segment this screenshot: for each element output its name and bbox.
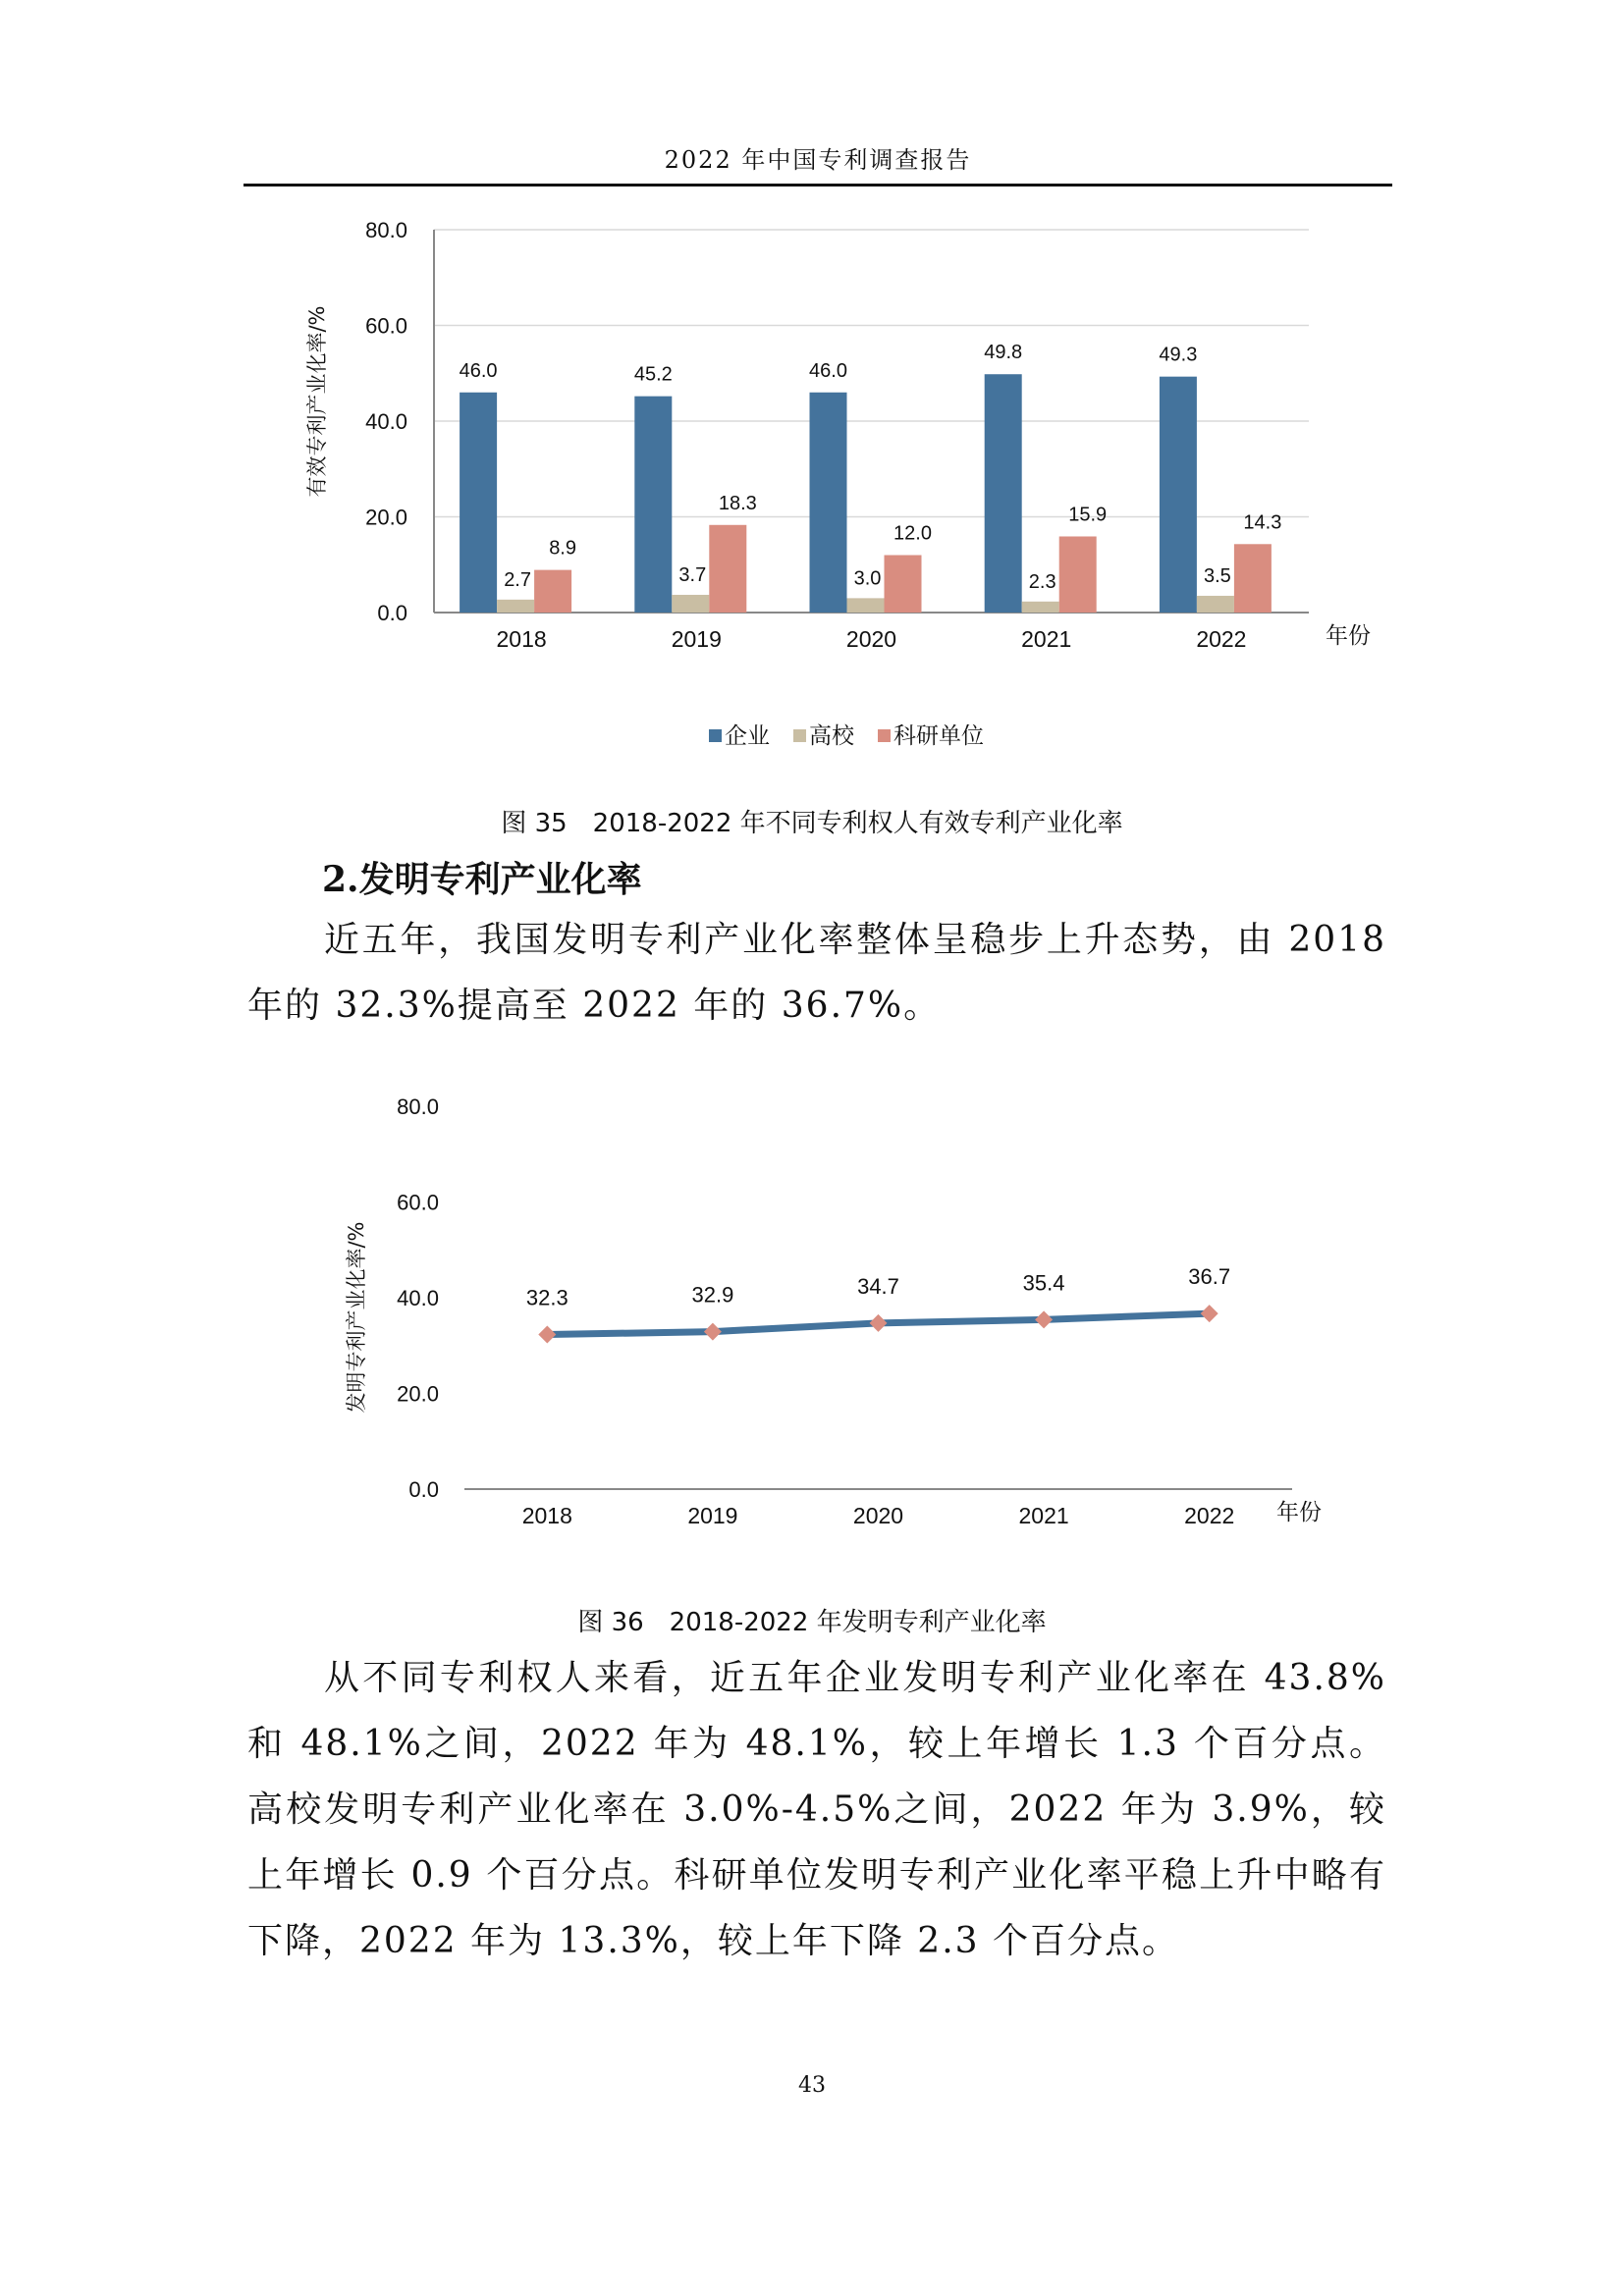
- x-tick-label: 2020: [852, 1503, 904, 1528]
- y-tick-label: 0.0: [408, 1477, 439, 1502]
- y-tick-label: 0.0: [377, 601, 407, 625]
- x-axis-title: 年份: [1326, 623, 1371, 649]
- running-header: 2022 年中国专利调查报告: [664, 146, 972, 174]
- data-label: 12.0: [893, 522, 932, 545]
- data-point-2022: [1201, 1305, 1218, 1322]
- y-tick-label: 80.0: [365, 218, 407, 242]
- legend-label-高校: 高校: [809, 723, 854, 749]
- y-tick-label: 20.0: [365, 505, 407, 530]
- x-tick-label: 2019: [671, 626, 722, 652]
- legend-label-科研单位: 科研单位: [893, 723, 984, 749]
- data-label: 2.7: [504, 568, 532, 591]
- data-point-2019: [704, 1323, 722, 1341]
- data-label: 3.5: [1203, 564, 1231, 587]
- paragraph-invention-rate: 近五年，我国发明专利产业化率整体呈稳步上升态势，由 2018 年的 32.3%提高至 2022 年的 36.7%。: [247, 920, 1386, 1026]
- figure-35-caption: 图 35 2018-2022 年不同专利权人有效专利产业化率: [501, 809, 1123, 838]
- data-label: 3.0: [853, 567, 882, 590]
- data-point-2018: [538, 1326, 556, 1344]
- y-tick-label: 60.0: [365, 313, 407, 339]
- figure-36-caption: 图 36 2018-2022 年发明专利产业化率: [577, 1608, 1047, 1637]
- data-label: 45.2: [633, 363, 673, 386]
- legend-label-企业: 企业: [725, 723, 770, 749]
- section-heading: 2.发明专利产业化率: [322, 859, 642, 900]
- y-tick-label: 60.0: [397, 1190, 439, 1215]
- y-tick-label: 40.0: [365, 409, 407, 434]
- data-point-2020: [870, 1314, 888, 1332]
- data-label: 32.3: [525, 1285, 568, 1310]
- data-label: 49.8: [984, 342, 1023, 364]
- x-tick-label: 2022: [1196, 626, 1247, 652]
- paragraph-patentee-types: 从不同专利权人来看，近五年企业发明专利产业化率在 43.8%和 48.1%之间，2022 年为 48.1%，较上年增长 1.3 个百分点。高校发明专利产业化率在 3.0%-4.5%之间，2022 年为 3.9%，较上年增长 0.9 个百分点。科研单位发明专利产业化率平稳上升中略有下降，2022 年为 13.3%，较上年下降 2.3 个百分点。: [247, 1658, 1386, 1961]
- data-label: 32.9: [691, 1282, 734, 1308]
- data-label: 18.3: [718, 492, 757, 514]
- data-label: 14.3: [1243, 511, 1282, 534]
- data-label: 3.7: [678, 563, 707, 586]
- x-tick-label: 2018: [521, 1503, 572, 1528]
- x-tick-label: 2018: [496, 626, 547, 652]
- data-label: 46.0: [459, 359, 498, 382]
- data-label: 49.3: [1159, 344, 1198, 366]
- y-axis-title: 发明专利产业化率/%: [345, 1221, 368, 1414]
- x-tick-label: 2020: [845, 626, 897, 652]
- data-label: 2.3: [1028, 570, 1056, 593]
- y-tick-label: 40.0: [397, 1286, 439, 1310]
- x-tick-label: 2021: [1021, 626, 1072, 652]
- x-tick-label: 2019: [687, 1503, 738, 1528]
- data-point-2021: [1035, 1310, 1053, 1328]
- y-axis-title: 有效专利产业化率/%: [305, 305, 329, 498]
- data-label: 36.7: [1188, 1264, 1231, 1290]
- x-tick-label: 2022: [1184, 1503, 1235, 1528]
- page-number: 43: [798, 2073, 826, 2098]
- data-label: 34.7: [857, 1273, 899, 1299]
- data-label: 15.9: [1068, 504, 1108, 526]
- x-axis-title: 年份: [1276, 1500, 1322, 1525]
- data-label: 8.9: [549, 537, 577, 560]
- x-tick-label: 2021: [1018, 1503, 1069, 1528]
- y-tick-label: 80.0: [397, 1095, 439, 1119]
- y-tick-label: 20.0: [397, 1381, 439, 1407]
- data-label: 35.4: [1022, 1270, 1065, 1296]
- data-label: 46.0: [809, 359, 847, 382]
